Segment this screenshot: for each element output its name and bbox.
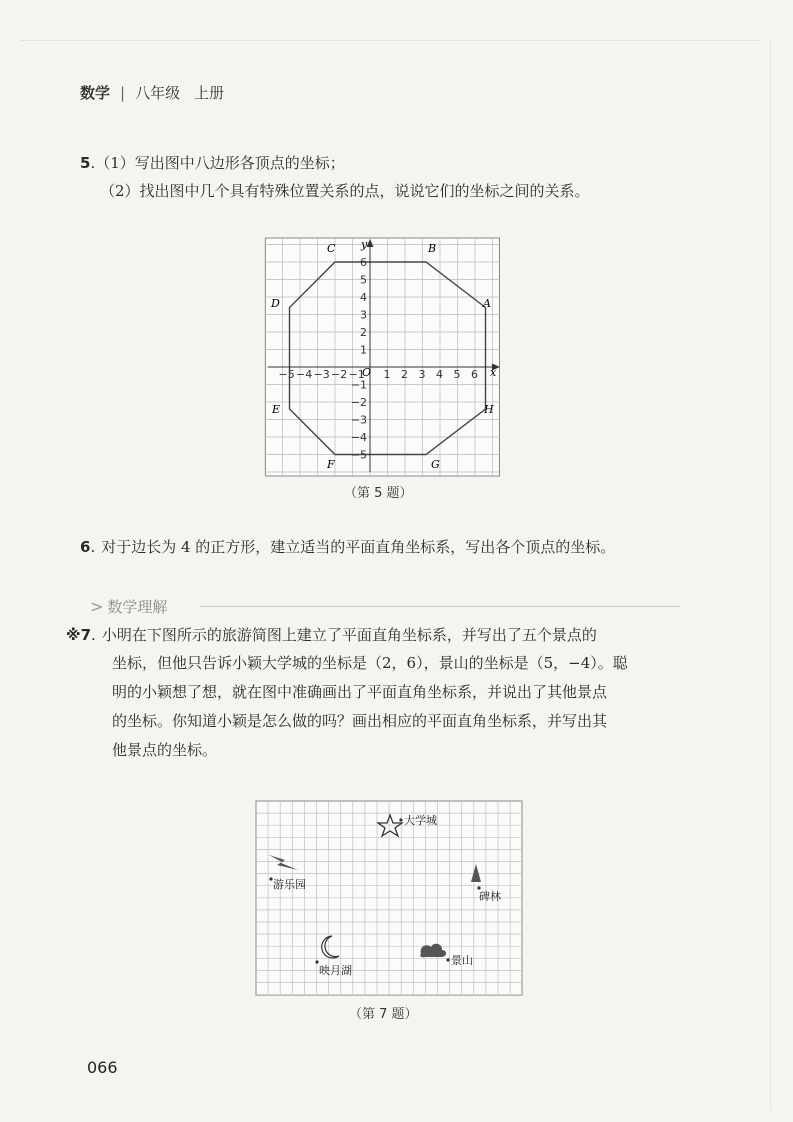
q6-line: 6. 对于边长为 4 的正方形，建立适当的平面直角坐标系，写出各个顶点的坐标。 [80,538,616,556]
q6-text: 对于边长为 4 的正方形，建立适当的平面直角坐标系，写出各个顶点的坐标。 [101,538,616,556]
subject-label: 数学 [80,84,111,102]
q5-caption: （第 5 题） [344,486,413,501]
vertex-label-c: C [327,242,336,255]
x-tick-label: 3 [418,368,426,381]
x-tick-label: 6 [471,368,478,381]
y-tick-label: 2 [360,326,367,339]
origin-label: O [362,366,372,379]
vertex-label-d: D [271,297,280,310]
vertex-label-a: A [483,297,491,310]
x-tick-label: −4 [296,368,313,381]
x-tick-label: 5 [453,368,461,381]
right-rule [770,40,771,1110]
vertex-label-g: G [431,458,440,471]
top-rule [20,40,760,41]
stele-label: 碑林 [479,890,501,903]
x-tick-label: 4 [436,368,443,381]
vertex-label-f: F [327,458,335,471]
y-tick-label: −3 [350,413,367,427]
q7-tourist-map [255,800,523,996]
hill-point [446,958,449,961]
y-tick-label: 1 [360,343,367,357]
page-header [80,82,224,103]
x-tick-label: −3 [313,368,330,381]
q7-caption: （第 7 题） [349,1007,418,1022]
section-rule [200,606,680,607]
q5-octagon-figure [260,236,510,481]
y-axis-label: y [361,238,368,251]
q5-grid-frame [266,238,500,476]
x-tick-label: 2 [401,368,408,381]
q7-line4: 的坐标。你知道小颖是怎么做的吗？画出相应的平面直角坐标系，并写出其 [112,712,608,730]
section-title: 数学理解 [107,598,168,616]
y-tick-label: 6 [360,256,367,269]
y-tick-label: 3 [360,308,367,322]
q7-number: ※7 [66,626,92,644]
grade-label: 八年级 [135,84,181,102]
q5-line2: （2）找出图中几个具有特殊位置关系的点，说说它们的坐标之间的关系。 [100,182,590,200]
lake-label: 映月湖 [319,964,352,977]
page-number: 066 [87,1058,118,1077]
q7-line2: 坐标，但他只告诉小颖大学城的坐标是（2，6），景山的坐标是（5，−4）。聪 [112,654,628,672]
x-tick-label: 1 [383,368,391,381]
section-heading [90,596,167,617]
y-tick-label: −1 [350,378,367,392]
y-tick-label: 5 [360,273,367,287]
q5-number: 5 [80,154,91,172]
amusement-label: 游乐园 [273,878,306,891]
y-tick-label: −4 [350,431,367,444]
hill-label: 景山 [451,954,473,967]
q7-line3: 明的小颖想了想，就在图中准确画出了平面直角坐标系，并说出了其他景点 [112,683,608,701]
q7-line5: 他景点的坐标。 [112,741,218,759]
header-separator: | [120,84,126,102]
y-tick-label: −5 [350,448,367,462]
vertex-label-e: E [272,403,281,416]
chevron-right-icon: > [90,597,104,616]
y-tick-label: −2 [350,396,367,409]
x-tick-label: −5 [278,368,295,381]
vertex-label-b: B [428,242,437,255]
x-axis-label: x [490,366,497,379]
q7-text-line1: 小明在下图所示的旅游简图上建立了平面直角坐标系，并写出了五个景点的 [101,626,597,644]
volume-label: 上册 [194,84,225,102]
q7-line1: ※7. 小明在下图所示的旅游简图上建立了平面直角坐标系，并写出了五个景点的 [66,626,597,644]
y-tick-label: 4 [360,291,367,304]
q6-number: 6 [80,538,91,556]
x-tick-label: −1 [348,368,365,381]
q5-part1-text: （1）写出图中八边形各顶点的坐标； [95,154,345,172]
university-label: 大学城 [404,814,437,827]
x-tick-label: −2 [331,368,348,381]
vertex-label-h: H [484,403,494,416]
q5-line1: 5.（1）写出图中八边形各顶点的坐标； [80,154,345,172]
university-point [399,818,402,821]
